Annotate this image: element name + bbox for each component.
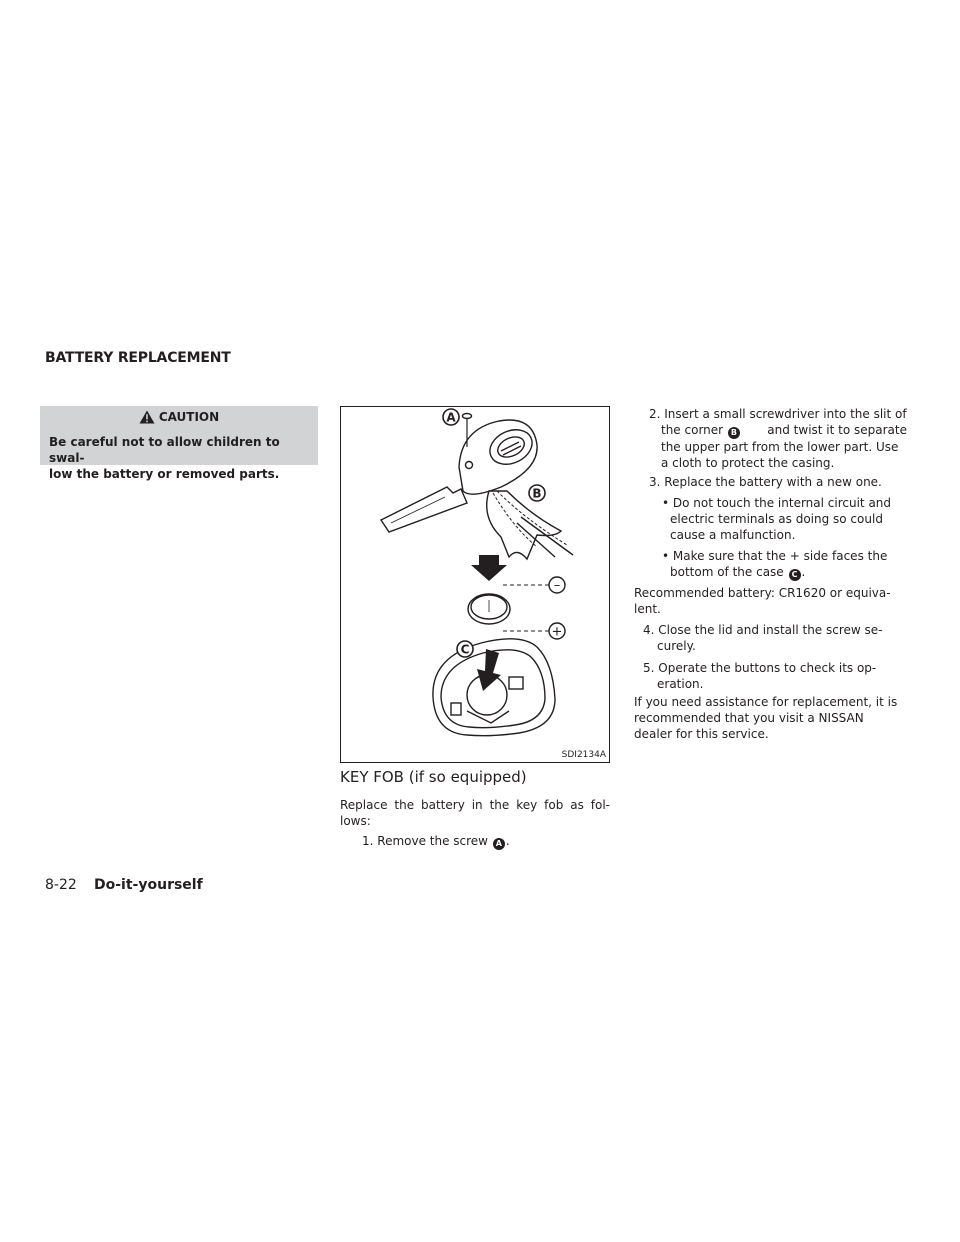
step-2-line-4: a cloth to protect the casing.	[661, 456, 835, 470]
bullet-2-end: .	[801, 565, 806, 579]
step-4-line-2: curely.	[657, 639, 696, 653]
key-fob-drawing	[341, 407, 611, 764]
keyfob-heading: KEY FOB (if so equipped)	[340, 768, 527, 786]
step-2-corner: the corner	[661, 423, 724, 437]
figure-code: SDI2134A	[561, 750, 606, 760]
caution-header	[40, 406, 318, 428]
step-5-line-1: 5. Operate the buttons to check its op-	[643, 661, 877, 675]
label-a: A	[446, 410, 456, 425]
label-c: C	[460, 642, 470, 657]
recommended-battery	[634, 585, 906, 617]
keyfob-intro	[340, 797, 610, 829]
plus-sign: +	[551, 624, 563, 640]
ref-a-badge: A	[493, 838, 505, 850]
assistance-note	[634, 694, 906, 742]
insert-arrow-icon	[477, 649, 501, 691]
step-4-line-1: 4. Close the lid and install the screw se-	[643, 623, 883, 637]
step-1-text: 1. Remove the screw	[362, 834, 488, 848]
caution-line-2: low the battery or removed parts.	[49, 467, 280, 481]
key-blade	[381, 487, 467, 532]
recommended-line-1: Recommended battery: CR1620 or equiva-	[634, 586, 891, 600]
down-arrow-icon	[471, 555, 507, 581]
bullet-2	[662, 548, 906, 581]
step-2-line-2	[649, 422, 907, 439]
step-1	[362, 833, 510, 850]
caution-line-1: Be careful not to allow children to swal-	[49, 435, 280, 465]
bullet-2-case: bottom of the case	[670, 565, 784, 579]
step-2-line-3: the upper part from the lower part. Use	[661, 440, 899, 454]
chapter-title: Do-it-yourself	[94, 877, 203, 893]
step-2-line-1: 2. Insert a small screwdriver into the slit of	[649, 407, 907, 421]
assist-line-3: dealer for this service.	[634, 727, 769, 741]
bullet-2-line-1: • Make sure that the + side faces the	[662, 549, 888, 563]
intro-line-2: lows:	[340, 814, 371, 828]
step-2	[649, 406, 907, 471]
caution-text	[49, 434, 311, 482]
ref-c-badge: C	[789, 569, 801, 581]
label-b: B	[532, 486, 542, 501]
section-title: BATTERY REPLACEMENT	[45, 350, 231, 366]
caution-label: CAUTION	[158, 410, 220, 424]
step-1-end: .	[505, 834, 510, 848]
assist-line-1: If you need assistance for replacement, it is	[634, 695, 898, 709]
cloth	[487, 491, 561, 559]
minus-sign: –	[553, 578, 561, 593]
warning-icon	[139, 410, 155, 424]
recommended-line-2: lent.	[634, 602, 661, 616]
key-fob-illustration	[340, 406, 610, 763]
step-4	[643, 622, 907, 654]
bullet-1-line-3: cause a malfunction.	[670, 528, 796, 542]
step-2-twist: and twist it to separate	[767, 423, 907, 437]
step-5-line-2: eration.	[657, 677, 704, 691]
bullet-1	[662, 495, 906, 543]
bullet-2-line-2	[662, 564, 906, 581]
screw-hole	[466, 462, 473, 469]
assist-line-2: recommended that you visit a NISSAN	[634, 711, 864, 725]
intro-line-1: Replace the battery in the key fob as fol-	[340, 798, 610, 812]
step-5	[643, 660, 907, 692]
page-number: 8-22	[45, 877, 77, 893]
bullet-1-line-1: • Do not touch the internal circuit and	[662, 496, 892, 510]
step-3: 3. Replace the battery with a new one.	[649, 475, 882, 489]
ref-b-badge: B	[728, 427, 740, 439]
bullet-1-line-2: electric terminals as doing so could	[670, 512, 883, 526]
